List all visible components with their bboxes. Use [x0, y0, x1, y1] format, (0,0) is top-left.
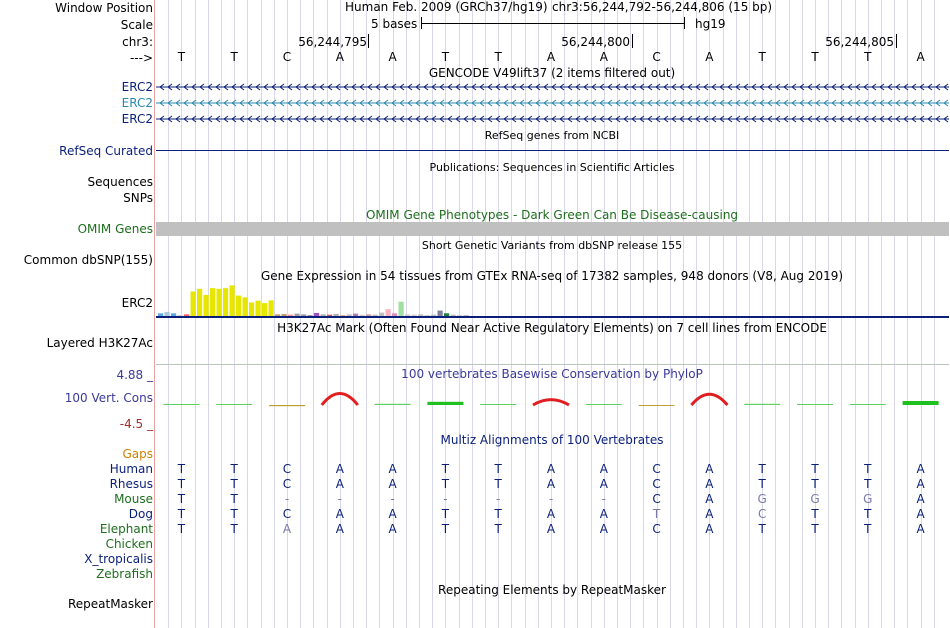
multiz-base: A: [388, 477, 397, 491]
scale-label: Scale: [120, 18, 153, 32]
multiz-base: T: [494, 477, 502, 491]
multiz-base: T: [864, 507, 872, 521]
phylop-score-mark[interactable]: [586, 404, 622, 405]
multiz-base: A: [599, 507, 608, 521]
multiz-base: -: [496, 492, 501, 506]
gencode-item-label[interactable]: ERC2: [121, 80, 153, 94]
coord-label: 56,244,800: [561, 35, 630, 49]
phylop-score-mark[interactable]: [903, 401, 939, 405]
multiz-base: A: [546, 462, 556, 476]
multiz-base: G: [810, 492, 820, 506]
multiz-base: T: [494, 522, 502, 536]
refseq-track-title: RefSeq genes from NCBI: [484, 129, 620, 142]
multiz-base: A: [546, 522, 556, 536]
reference-base: A: [335, 50, 344, 64]
multiz-base: T: [494, 462, 502, 476]
phylop-score-mark[interactable]: [850, 404, 886, 405]
multiz-base: -: [548, 492, 554, 506]
multiz-base: A: [705, 477, 714, 491]
reference-base: T: [811, 50, 819, 64]
multiz-base: C: [757, 507, 767, 521]
multiz-base: T: [177, 492, 186, 506]
reference-base: C: [282, 50, 292, 64]
multiz-base: C: [282, 507, 292, 521]
phylop-track-label[interactable]: 100 Vert. Cons: [64, 391, 153, 405]
reference-base: T: [441, 50, 450, 64]
multiz-base: T: [811, 507, 819, 521]
multiz-base: -: [601, 492, 606, 506]
multiz-base: A: [335, 507, 344, 521]
multiz-base: -: [443, 492, 448, 506]
multiz-base: A: [705, 522, 714, 536]
multiz-base: C: [282, 477, 292, 491]
multiz-base: A: [546, 507, 556, 521]
gencode-item-label[interactable]: ERC2: [121, 112, 153, 126]
multiz-gaps-label[interactable]: Gaps: [122, 447, 153, 461]
multiz-base: A: [388, 522, 397, 536]
multiz-base: G: [863, 492, 873, 506]
multiz-base: T: [864, 462, 872, 476]
multiz-base: T: [441, 477, 450, 491]
gtex-track-title: Gene Expression in 54 tissues from GTEx RNA-seq of 17382 samples, 948 donors (V8, Aug 2019): [260, 269, 844, 283]
multiz-base: T: [864, 477, 872, 491]
multiz-base: A: [388, 462, 397, 476]
gencode-item-label[interactable]: ERC2: [121, 96, 153, 110]
multiz-base: T: [177, 507, 186, 521]
multiz-base: A: [335, 522, 344, 536]
reference-base: A: [388, 50, 397, 64]
multiz-base: G: [757, 492, 767, 506]
multiz-base: T: [758, 477, 766, 491]
multiz-base: A: [599, 477, 608, 491]
phylop-score-mark[interactable]: [322, 393, 358, 405]
multiz-base: T: [230, 462, 238, 476]
phylop-track-title: 100 vertebrates Basewise Conservation by PhyloP: [401, 367, 703, 381]
multiz-base: C: [652, 477, 661, 491]
phylop-score-mark[interactable]: [797, 404, 833, 405]
multiz-base: T: [230, 477, 238, 491]
multiz-base: T: [230, 522, 238, 536]
repeatmasker-track-title: Repeating Elements by RepeatMasker: [438, 583, 666, 597]
multiz-base: T: [811, 462, 819, 476]
phylop-score-mark[interactable]: [533, 400, 569, 405]
multiz-species-label[interactable]: Zebrafish: [96, 567, 153, 581]
phylop-score-mark[interactable]: [691, 394, 727, 405]
db-name: hg19: [695, 17, 726, 31]
multiz-base: A: [916, 477, 925, 491]
gtex-track-label[interactable]: ERC2: [121, 296, 153, 310]
phylop-score-mark[interactable]: [163, 404, 199, 405]
multiz-base: A: [916, 492, 925, 506]
phylop-score-mark[interactable]: [269, 405, 305, 406]
multiz-base: -: [390, 492, 395, 506]
publications-snps-label[interactable]: SNPs: [123, 191, 153, 205]
multiz-base: -: [284, 492, 290, 506]
reference-base: T: [494, 50, 502, 64]
window-position-label: Window Position: [55, 1, 153, 15]
multiz-base: A: [282, 522, 292, 536]
coord-label: 56,244,805: [825, 35, 894, 49]
multiz-base: -: [337, 492, 342, 506]
reference-base: C: [652, 50, 661, 64]
multiz-base: T: [811, 477, 819, 491]
multiz-species-label[interactable]: X_tropicalis: [84, 552, 153, 566]
multiz-base: A: [335, 477, 344, 491]
multiz-base: T: [441, 507, 450, 521]
multiz-base: A: [916, 462, 925, 476]
multiz-species-label[interactable]: Human: [109, 462, 153, 476]
multiz-base: T: [230, 492, 238, 506]
multiz-base: A: [546, 477, 556, 491]
multiz-track-title: Multiz Alignments of 100 Vertebrates: [440, 433, 664, 447]
multiz-base: T: [758, 462, 766, 476]
strand-arrow-label: --->: [129, 51, 153, 65]
multiz-base: A: [599, 522, 608, 536]
reference-base: A: [546, 50, 556, 64]
multiz-base: T: [177, 462, 186, 476]
publications-track-title: Publications: Sequences in Scientific Articles: [429, 161, 675, 174]
multiz-species-label[interactable]: Chicken: [105, 537, 153, 551]
omim-track-label[interactable]: OMIM Genes: [77, 222, 153, 236]
position-readout: chr3:56,244,792-56,244,806 (15 bp): [552, 0, 773, 14]
multiz-base: A: [388, 507, 397, 521]
omim-track-title: OMIM Gene Phenotypes - Dark Green Can Be Disease-causing: [365, 208, 739, 222]
multiz-species-label[interactable]: Elephant: [99, 522, 153, 536]
dbsnp-track-title: Short Genetic Variants from dbSNP release 155: [421, 239, 683, 252]
multiz-base: T: [441, 522, 450, 536]
multiz-base: A: [705, 492, 714, 506]
phylop-score-mark[interactable]: [375, 404, 411, 405]
scale-text: 5 bases: [371, 17, 418, 31]
h3k27ac-track-title: H3K27Ac Mark (Often Found Near Active Regulatory Elements) on 7 cell lines from ENCODE: [277, 321, 827, 335]
multiz-base: A: [599, 462, 608, 476]
gencode-track-title: GENCODE V49lift37 (2 items filtered out): [428, 66, 676, 80]
multiz-base: T: [652, 507, 661, 521]
multiz-base: T: [758, 522, 766, 536]
multiz-base: T: [494, 507, 502, 521]
phylop-max-value: 4.88 _: [116, 368, 153, 382]
multiz-base: T: [864, 522, 872, 536]
multiz-base: C: [652, 522, 661, 536]
phylop-min-value: -4.5 _: [119, 417, 153, 431]
refseq-track-label[interactable]: RefSeq Curated: [59, 144, 153, 158]
phylop-score-mark[interactable]: [216, 404, 252, 405]
reference-base: T: [230, 50, 238, 64]
multiz-base: A: [916, 522, 925, 536]
multiz-base: T: [230, 507, 238, 521]
multiz-base: A: [705, 507, 714, 521]
multiz-base: C: [282, 462, 292, 476]
multiz-species-label[interactable]: Dog: [128, 507, 153, 521]
multiz-species-label[interactable]: Rhesus: [109, 477, 153, 491]
phylop-score-mark[interactable]: [480, 404, 516, 405]
multiz-base: A: [916, 507, 925, 521]
multiz-base: A: [705, 462, 714, 476]
multiz-base: T: [811, 522, 819, 536]
publications-sequences-label[interactable]: Sequences: [87, 175, 153, 189]
phylop-score-mark[interactable]: [639, 405, 675, 406]
multiz-base: A: [335, 462, 344, 476]
repeatmasker-track-label[interactable]: RepeatMasker: [67, 597, 153, 611]
reference-base: A: [916, 50, 925, 64]
phylop-score-mark[interactable]: [744, 404, 780, 405]
reference-base: T: [177, 50, 186, 64]
coord-label: 56,244,795: [298, 35, 367, 49]
chr-label: chr3:: [122, 35, 153, 49]
dbsnp-track-label[interactable]: Common dbSNP(155): [23, 253, 153, 267]
assembly-name: Human Feb. 2009 (GRCh37/hg19): [345, 0, 548, 14]
reference-base: T: [758, 50, 766, 64]
reference-base: T: [864, 50, 872, 64]
h3k27ac-track-label[interactable]: Layered H3K27Ac: [46, 336, 153, 350]
phylop-score-mark[interactable]: [427, 402, 463, 405]
reference-base: A: [599, 50, 608, 64]
multiz-base: T: [177, 477, 186, 491]
multiz-base: T: [441, 462, 450, 476]
multiz-species-label[interactable]: Mouse: [114, 492, 153, 506]
multiz-base: T: [177, 522, 186, 536]
multiz-base: C: [652, 462, 661, 476]
reference-base: A: [705, 50, 714, 64]
multiz-base: C: [652, 492, 661, 506]
